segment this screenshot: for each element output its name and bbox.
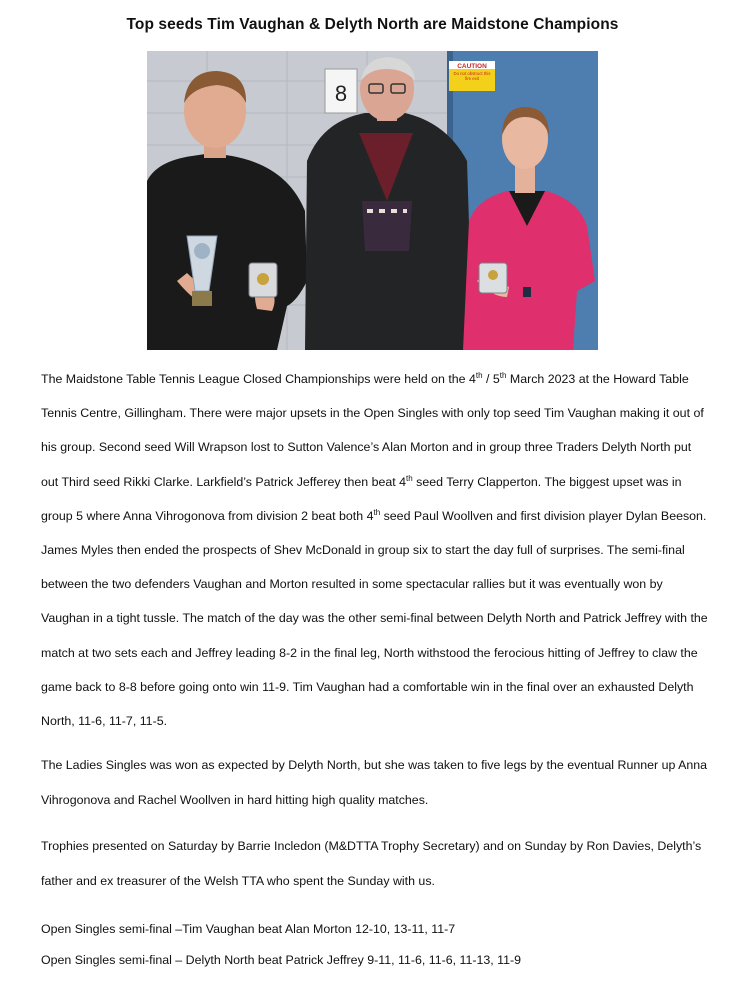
caution-label: CAUTION <box>457 63 487 70</box>
p1-text-2: / 5 <box>482 372 500 386</box>
p1-text-5: seed Paul Woollven and first division player Dylan Beeson. James Myles then ended the prospects of Shev McDonald in group six to start the day full of surprises. The semi-final between the two defenders Vaughan and Morton resulted in some spectacular rallies but it was eventually won by Vaughan in a tight tussle. The match of the day was the other semi-final between Delyth North and Patrick Jeffrey with the match at two sets each and Jeffrey leading 8-2 in the final leg, North withstood the ferocious hitting of Jeffrey to claw the game back to 8-8 before going onto win 11-9. Tim Vaughan had a comfortable win in the final over an exhausted Delyth North, 11-6, 11-7, 11-5. <box>41 508 708 729</box>
result-line: Open Singles semi-final –Tim Vaughan beat Alan Morton 12-10, 13-11, 11-7 <box>41 922 456 936</box>
article-paragraph-1 <box>41 362 711 738</box>
article-paragraph-3 <box>41 829 711 898</box>
number-card-label: 8 <box>334 81 348 106</box>
ladies-singles-paragraph: The Ladies Singles was won as expected by Delyth North, but she was taken to five legs by the eventual Runner up Anna Vihrogonova and Rachel Woollven in hard hitting high quality matches. <box>41 758 708 807</box>
results-list <box>41 914 521 976</box>
p1-sup-3: th <box>406 473 413 483</box>
p1-text-1: The Maidstone Table Tennis League Closed Championships were held on the 4 <box>41 372 476 386</box>
p1-text-4: seed Terry Clapperton. The biggest upset was in group 5 where Anna Vihrogonova from division 2 beat both 4 <box>41 474 682 523</box>
article-paragraph-2 <box>41 748 711 817</box>
page-title: Top seeds Tim Vaughan & Delyth North are Maidstone Champions <box>126 16 619 33</box>
caution-text: Do not obstruct this fire exit <box>453 71 491 81</box>
p1-text-3: March 2023 at the Howard Table Tennis Centre, Gillingham. There were major upsets in the Open Singles with only top seed Tim Vaughan making it out of his group. Second seed Will Wrapson lost to Sutton Valence’s Alan Morton and in group three Traders Delyth North put out Third seed Rikki Clarke. Larkfield’s Patrick Jefferey then beat 4 <box>41 372 704 489</box>
trophies-paragraph: Trophies presented on Saturday by Barrie Incledon (M&DTTA Trophy Secretary) and on Sunday by Ron Davies, Delyth’s father and ex treasurer of the Welsh TTA who spent the Sunday with us. <box>41 839 702 888</box>
p1-sup-1: th <box>475 370 483 380</box>
p1-sup-2: th <box>499 370 507 380</box>
p1-sup-4: th <box>373 507 381 517</box>
result-line: Open Singles semi-final – Delyth North beat Patrick Jeffrey 9-11, 11-6, 11-6, 11-13, 11-9 <box>41 953 522 967</box>
photo-illustration <box>147 51 598 350</box>
champions-photo <box>147 51 598 350</box>
